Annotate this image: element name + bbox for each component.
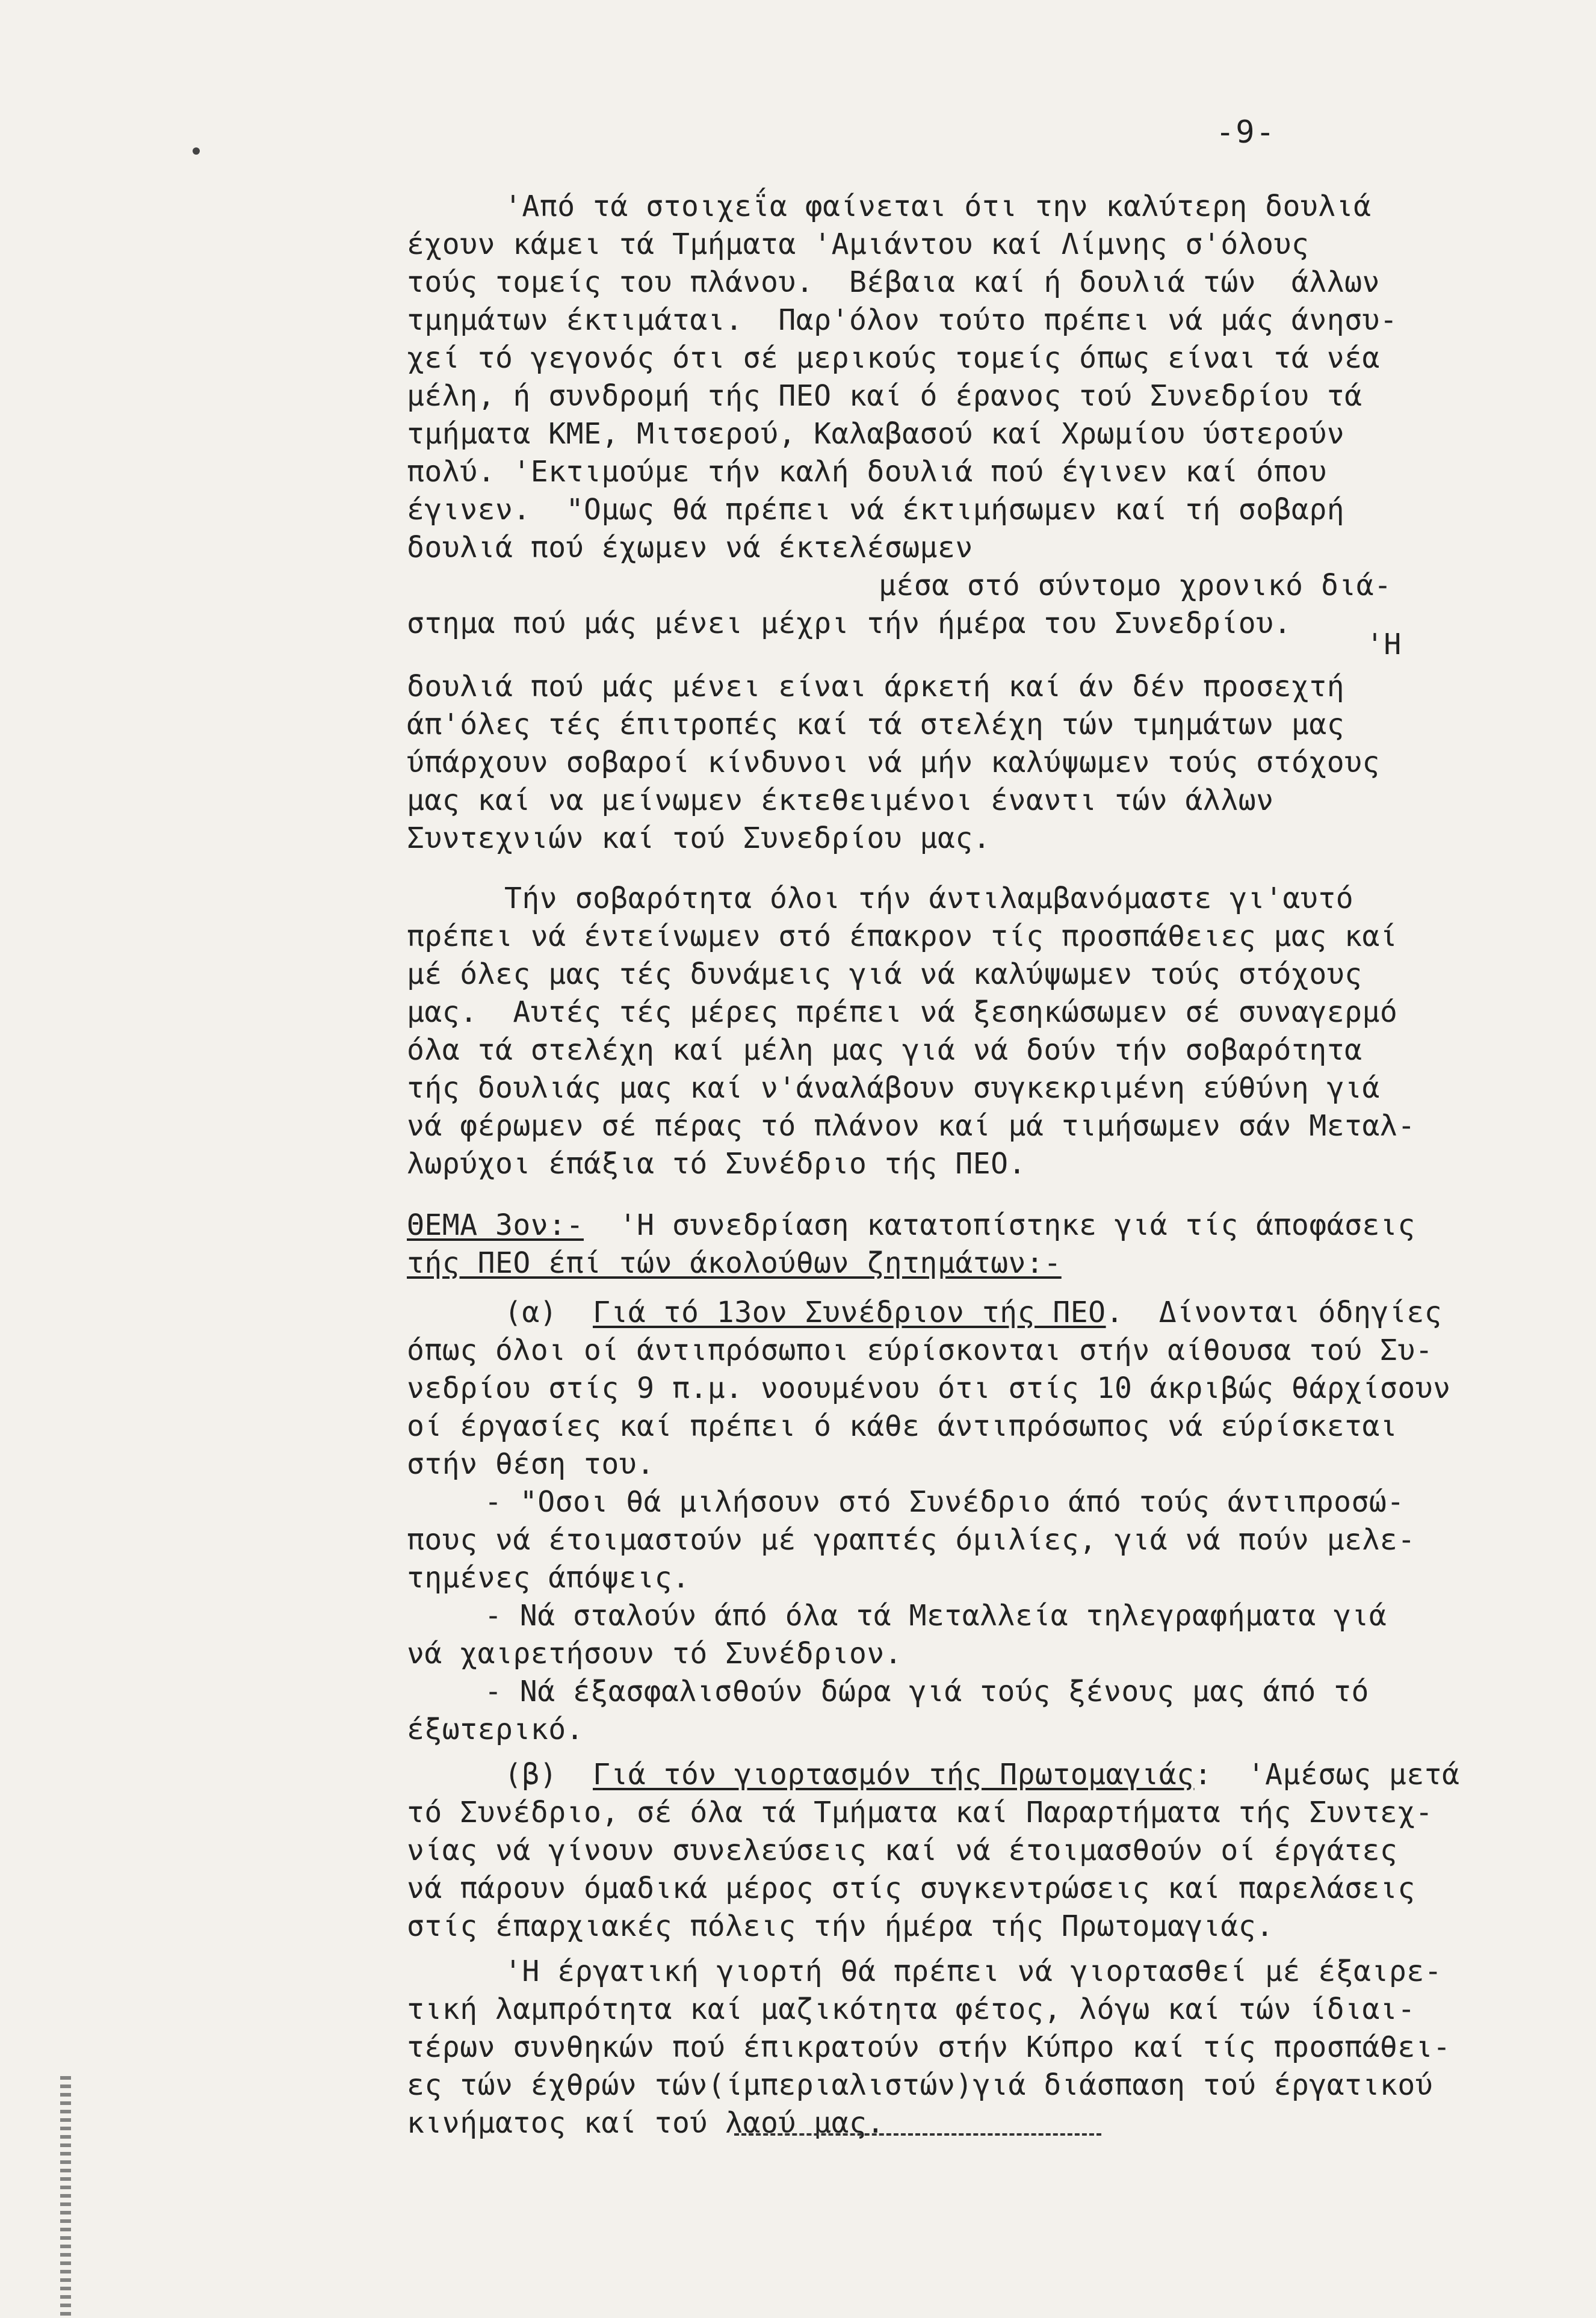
text-line: Συντεχνιών καί τού Συνεδρίου μας. [407,821,991,855]
text-span: : 'Αμέσως μετά [1194,1758,1460,1791]
text-line: όπως όλοι οί άντιπρόσωποι εύρίσκονται στήν αίθουσα τού Συ- [407,1334,1434,1367]
text-line: μέσα στό σύντομο χρονικό διά- [879,569,1392,602]
text-line: λωρύχοι έπάξια τό Συνέδριο τής ΠΕΟ. [407,1147,1026,1181]
item-label: (α) [504,1296,593,1329]
text-line: μέ όλες μας τές δυνάμεις γιά νά καλύψωμεν τούς στόχους [407,957,1362,991]
ink-dot [193,147,200,155]
item-label: (β) [504,1758,593,1791]
text-line: τέρων συνθηκών πού έπικρατούν στήν Κύπρο καί τίς προσπάθει- [407,2030,1451,2064]
text-line: τμημάτων έκτιμάται. Παρ'όλον τούτο πρέπει νά μάς άνησυ- [407,303,1398,337]
text-line: Τήν σοβαρότητα όλοι τήν άντιλαμβανόμαστε γι'αυτό [504,882,1354,915]
text-line: οί έργασίες καί πρέπει ό κάθε άντιπρόσωπος νά εύρίσκεται [407,1409,1398,1443]
text-line: κινήματος καί τού λαού μας. [407,2106,885,2140]
text-line: νεδρίου στίς 9 π.μ. νοουμένου ότι στίς 10 άκριβώς θάρχίσουν [407,1371,1451,1405]
text-line: δουλιά πού μάς μένει είναι άρκετή καί άν δέν προσεχτή [407,670,1345,703]
subsection-heading: Γιά τόν γιορτασμόν τής Πρωτομαγιάς [593,1758,1195,1791]
text-line: ύπάρχουν σοβαροί κίνδυνοι νά μήν καλύψωμεν τούς στόχους [407,746,1380,779]
text-line: μέλη, ή συνδρομή τής ΠΕΟ καί ό έρανος τού Συνεδρίου τά [407,379,1362,413]
text-line: άπ'όλες τές έπιτροπές καί τά στελέχη τών τμημάτων μας [407,708,1345,741]
text-line: δουλιά πού έχωμεν νά έκτελέσωμεν [407,531,973,564]
text-span: 'Η συνεδρίαση κατατοπίστηκε γιά τίς άποφάσεις [583,1208,1415,1242]
text-line: - Νά έξασφαλισθούν δώρα γιά τούς ξένους μας άπό τό [484,1675,1369,1708]
text-line: έγινεν. "Ομως θά πρέπει νά έκτιμήσωμεν καί τή σοβαρή [407,493,1345,527]
text-line: τμήματα ΚΜΕ, Μιτσερού, Καλαβασού καί Χρωμίου ύστερούν [407,417,1345,451]
subsection-heading: Γιά τό 13ον Συνέδριον τής ΠΕΟ [593,1296,1106,1329]
text-line: στίς έπαρχιακές πόλεις τήν ήμέρα τής Πρωτομαγιάς. [407,1909,1274,1943]
section-heading: ΘΕΜΑ 3ον:- [407,1208,584,1242]
text-line: - "Οσοι θά μιλήσουν στό Συνέδριο άπό τούς άντιπροσώ- [484,1485,1405,1519]
text-line: - Νά σταλούν άπό όλα τά Μεταλλεία τηλεγραφήματα γιά [484,1599,1387,1633]
text-line: τό Συνέδριο, σέ όλα τά Τμήματα καί Παραρτήματα τής Συντεχ- [407,1796,1434,1829]
text-span: . Δίνονται όδηγίες [1106,1296,1443,1329]
page-number: -9- [1216,114,1276,150]
text-line: νά φέρωμεν σέ πέρας τό πλάνον καί μά τιμήσωμεν σάν Μεταλ- [407,1109,1415,1143]
text-line: χεί τό γεγονός ότι σέ μερικούς τομείς όπως είναι τά νέα [407,341,1380,375]
subsection-line [504,1294,1442,1331]
text-line: τημένες άπόψεις. [407,1561,690,1595]
text-line: ες τών έχθρών τών(ίμπεριαλιστών)γιά διάσπαση τού έργατικού [407,2068,1434,2102]
text-line: πρέπει νά έντείνωμεν στό έπακρον τίς προσπάθειες μας καί [407,919,1398,953]
text-line: στημα πού μάς μένει μέχρι τήν ήμέρα του Συνεδρίου. [407,607,1291,640]
subsection-line [504,1756,1460,1793]
text-line: τής δουλιάς μας καί ν'άναλάβουν συγκεκριμένη εύθύνη γιά [407,1071,1380,1105]
separator-line [734,2133,1101,2136]
text-line: πολύ. 'Εκτιμούμε τήν καλή δουλιά πού έγινεν καί όπου [407,455,1327,489]
text-line: στήν θέση του. [407,1447,655,1481]
text-line: όλα τά στελέχη καί μέλη μας γιά νά δούν τήν σοβαρότητα [407,1033,1362,1067]
binding-edge [60,2076,71,2317]
text-line: νίας νά γίνουν συνελεύσεις καί νά έτοιμασθούν οί έργάτες [407,1834,1398,1867]
text-line: 'Η [1366,628,1402,661]
text-line: τούς τομείς του πλάνου. Βέβαια καί ή δουλιά τών άλλων [407,265,1380,299]
text-line: τική λαμπρότητα καί μαζικότητα φέτος, λόγω καί τών ίδιαι- [407,1992,1415,2026]
section-heading-line [407,1207,1415,1244]
text-line: πους νά έτοιμαστούν μέ γραπτές όμιλίες, γιά νά πούν μελε- [407,1523,1415,1557]
text-line: 'Η έργατική γιορτή θά πρέπει νά γιορτασθεί μέ έξαιρε- [504,1955,1443,1988]
text-line: μας καί να μείνωμεν έκτεθειμένοι έναντι τών άλλων [407,783,1274,817]
text-line: νά χαιρετήσουν τό Συνέδριον. [407,1637,903,1671]
text-line: τής ΠΕΟ έπί τών άκολούθων ζητημάτων:- [407,1246,1062,1280]
text-line: 'Από τά στοιχεΐα φαίνεται ότι την καλύτερη δουλιά [504,190,1372,223]
text-line: έχουν κάμει τά Τμήματα 'Αμιάντου καί Λίμνης σ'όλους [407,227,1310,261]
text-line: έξωτερικό. [407,1713,584,1746]
text-line: μας. Αυτές τές μέρες πρέπει νά ξεσηκώσωμεν σέ συναγερμό [407,995,1398,1029]
text-line: νά πάρουν όμαδικά μέρος στίς συγκεντρώσεις καί παρελάσεις [407,1871,1415,1905]
